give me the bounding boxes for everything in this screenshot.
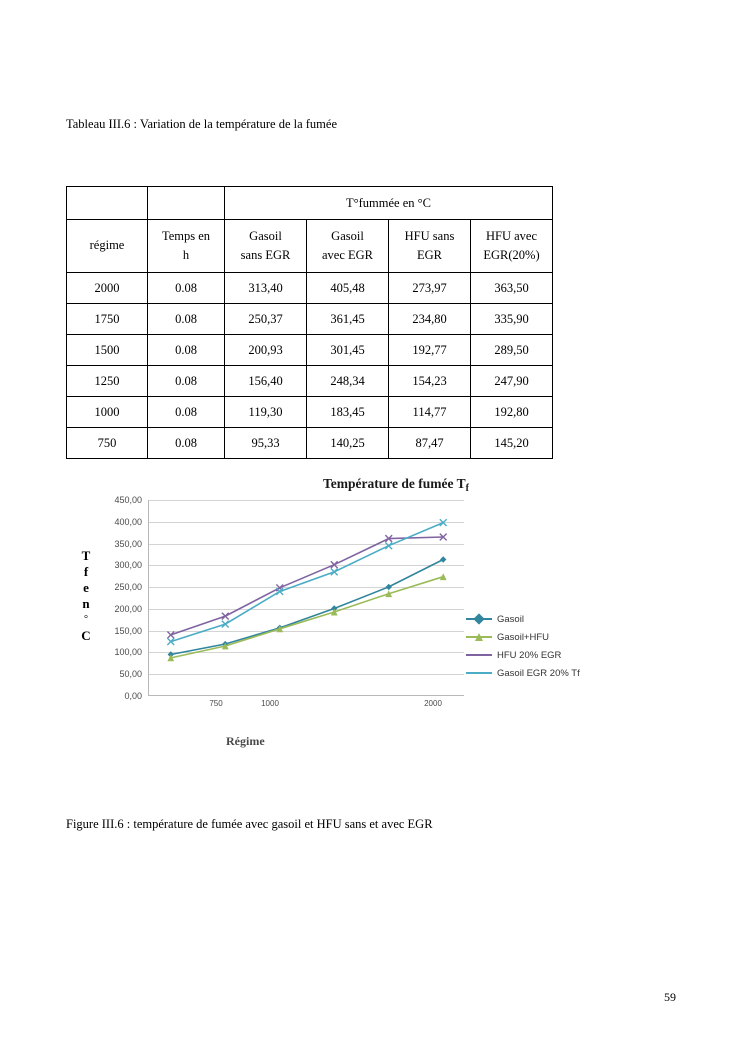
cell-temps: 0.08 [148,273,225,304]
cell-gasoil-sans-egr: 95,33 [225,428,307,459]
header-gasoil-sans-egr [225,220,307,273]
cell-gasoil-sans-egr: 313,40 [225,273,307,304]
chart-title-text: Température de fumée T [323,476,466,491]
cell-hfu-sans-egr: 114,77 [389,397,471,428]
legend-swatch-icon [466,668,492,678]
cell-hfu-avec-egr: 192,80 [471,397,553,428]
x-tick-2000: 2000 [424,699,442,708]
cell-gasoil-sans-egr: 250,37 [225,304,307,335]
chart-y-axis-label [78,548,94,644]
y-tick-7: 350,00 [114,538,142,549]
header-gasoil-sans-egr-line1: Gasoil [249,228,282,243]
y-label-char-5: ° [84,614,88,625]
figure-caption: Figure III.6 : température de fumée avec gasoil et HFU sans et avec EGR [66,817,433,831]
chart-title [246,476,546,492]
table-row [67,273,553,304]
y-tick-0: 0,00 [124,691,142,701]
header-hfu-avec-egr [471,220,553,273]
cell-regime: 750 [67,428,148,459]
chart-marker [440,556,446,562]
legend-label: HFU 20% EGR [497,649,562,661]
table-row [67,304,553,335]
cell-temps: 0.08 [148,335,225,366]
cell-gasoil-sans-egr: 156,40 [225,366,307,397]
chart-legend [466,610,580,682]
cell-gasoil-avec-egr: 361,45 [307,304,389,335]
cell-gasoil-avec-egr: 405,48 [307,273,389,304]
y-tick-4: 200,00 [114,603,142,614]
table-row [67,335,553,366]
legend-item-gasoil-hfu [466,628,580,646]
header-hfu-sans-egr [389,220,471,273]
legend-swatch-icon [466,650,492,660]
table-row [67,397,553,428]
y-label-char-1: f [83,564,89,579]
legend-item-gasoil [466,610,580,628]
header-hfu-avec-egr-line2: EGR(20%) [483,248,540,262]
legend-label: Gasoil [497,613,524,625]
x-tick-1000: 1000 [261,699,279,708]
cell-gasoil-sans-egr: 200,93 [225,335,307,366]
page-number: 59 [664,990,676,1004]
chart-x-axis-label: Régime [226,734,265,748]
cell-hfu-sans-egr: 192,77 [389,335,471,366]
cell-hfu-avec-egr: 289,50 [471,335,553,366]
y-tick-5: 250,00 [114,582,142,593]
cell-hfu-avec-egr: 247,90 [471,366,553,397]
cell-hfu-avec-egr: 363,50 [471,273,553,304]
cell-regime: 1750 [67,304,148,335]
header-hfu-sans-egr-line1: HFU sans [404,228,455,243]
cell-hfu-sans-egr: 273,97 [389,273,471,304]
cell-gasoil-avec-egr: 301,45 [307,335,389,366]
table-header-group-row [67,187,553,220]
table-row [67,366,553,397]
cell-temps: 0.08 [148,428,225,459]
cell-regime: 1250 [67,366,148,397]
y-label-char-3: e [83,580,89,595]
chart-line-0 [171,560,443,655]
header-temps-line1: Temps en [161,228,211,243]
legend-item-gasoil-egr-20-tf [466,664,580,682]
y-tick-9: 450,00 [114,495,142,505]
cell-regime: 1000 [67,397,148,428]
cell-temps: 0.08 [148,304,225,335]
smoke-temperature-chart [66,472,678,792]
chart-marker [385,542,392,549]
chart-title-subscript: f [465,483,469,494]
y-tick-6: 300,00 [114,560,142,571]
chart-y-ticks [102,495,146,701]
legend-swatch-icon [466,614,492,624]
cell-gasoil-avec-egr: 183,45 [307,397,389,428]
chart-x-ticks [148,699,464,713]
cell-hfu-avec-egr: 145,20 [471,428,553,459]
legend-label: Gasoil+HFU [497,631,549,643]
y-label-char-0: T [81,548,91,563]
y-tick-2: 100,00 [114,647,142,658]
cell-regime: 2000 [67,273,148,304]
cell-regime: 1500 [67,335,148,366]
header-gasoil-avec-egr [307,220,389,273]
cell-temps: 0.08 [148,397,225,428]
cell-hfu-sans-egr: 234,80 [389,304,471,335]
header-regime: régime [67,220,148,273]
y-label-char-6: C [81,628,91,643]
legend-label: Gasoil EGR 20% Tf [497,667,580,679]
header-temps [148,220,225,273]
header-hfu-avec-egr-line1: HFU avec [485,228,538,243]
table-caption: Tableau III.6 : Variation de la température de la fumée [66,117,337,131]
legend-item-hfu-20-egr [466,646,580,664]
chart-marker [440,519,447,526]
header-group-label: T°fummée en °C [225,187,553,220]
header-gasoil-sans-egr-line2: sans EGR [240,248,291,262]
y-tick-1: 50,00 [119,669,142,680]
chart-marker [331,561,338,568]
header-blank-regime [67,187,148,220]
header-temps-line2: h [182,248,190,262]
table-header-row [67,220,553,273]
cell-hfu-sans-egr: 87,47 [389,428,471,459]
cell-hfu-avec-egr: 335,90 [471,304,553,335]
cell-temps: 0.08 [148,366,225,397]
header-gasoil-avec-egr-line1: Gasoil [331,228,364,243]
y-tick-8: 400,00 [114,516,142,527]
chart-line-1 [171,577,443,658]
y-label-char-4: n [82,596,90,611]
chart-plot-area [148,500,464,696]
cell-hfu-sans-egr: 154,23 [389,366,471,397]
chart-series-svg [149,500,465,696]
legend-swatch-icon [466,632,492,642]
cell-gasoil-sans-egr: 119,30 [225,397,307,428]
header-hfu-sans-egr-line2: EGR [417,248,442,262]
chart-marker [386,584,392,590]
cell-gasoil-avec-egr: 140,25 [307,428,389,459]
smoke-temperature-table [66,186,553,459]
cell-gasoil-avec-egr: 248,34 [307,366,389,397]
table-row [67,428,553,459]
chart-plot-wrapper [102,495,472,722]
header-gasoil-avec-egr-line2: avec EGR [321,248,374,262]
chart-line-3 [171,523,443,642]
chart-marker [331,568,338,575]
x-tick-750: 750 [209,699,223,708]
header-blank-temps [148,187,225,220]
y-tick-3: 150,00 [114,625,142,636]
